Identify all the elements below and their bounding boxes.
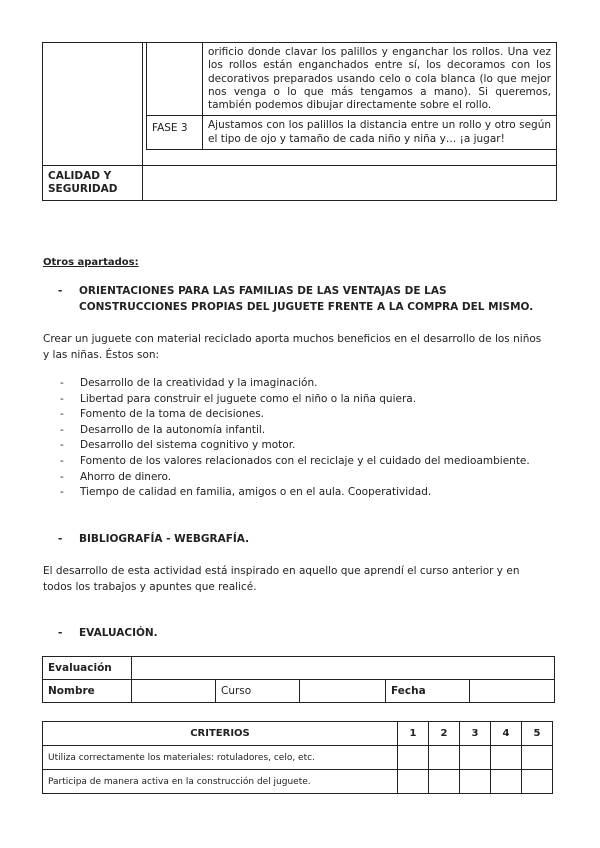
benefits-list bbox=[58, 376, 530, 501]
bibliography-dash: - bbox=[58, 533, 63, 545]
activity-phases-table bbox=[42, 42, 557, 201]
phases-inner-table bbox=[146, 43, 556, 150]
score-cell[interactable] bbox=[491, 770, 522, 794]
bibliography-heading bbox=[58, 531, 249, 547]
name-label: Nombre bbox=[43, 680, 132, 703]
scale-2: 2 bbox=[429, 722, 460, 746]
guidance-heading-line2: CONSTRUCCIONES PROPIAS DEL JUGUETE FRENTE A LA COMPRA DEL MISMO. bbox=[79, 301, 534, 313]
list-item: - Fomento de los valores relacionados con el reciclaje y el cuidado del medioambiente. bbox=[58, 454, 530, 470]
safety-label-line1: CALIDAD Y bbox=[48, 170, 112, 183]
scale-4: 4 bbox=[491, 722, 522, 746]
scale-5: 5 bbox=[522, 722, 553, 746]
score-cell[interactable] bbox=[398, 746, 429, 770]
list-item: - Desarrollo del sistema cognitivo y motor. bbox=[58, 438, 530, 454]
guidance-heading bbox=[58, 283, 548, 315]
score-cell[interactable] bbox=[491, 746, 522, 770]
list-item: - Libertad para construir el juguete como el niño o la niña quiera. bbox=[58, 392, 530, 408]
list-item: - Desarrollo de la autonomía infantil. bbox=[58, 423, 530, 439]
guidance-heading-line1: ORIENTACIONES PARA LAS FAMILIAS DE LAS VENTAJAS DE LAS bbox=[79, 285, 447, 297]
table-row bbox=[43, 770, 553, 794]
bibliography-text: El desarrollo de esta actividad está inspirado en aquello que aprendí el curso anterior y en todos los trabajos y apuntes que realicé. bbox=[43, 565, 520, 593]
score-cell[interactable] bbox=[522, 770, 553, 794]
name-field[interactable] bbox=[132, 680, 216, 703]
phase-3-text: Ajustamos con los palillos la distancia entre un rollo y otro según el tipo de ojo y tamaño de cada niño y niña y… ¡a jugar! bbox=[203, 116, 557, 150]
list-item: - Tiempo de calidad en familia, amigos o en el aula. Cooperatividad. bbox=[58, 485, 530, 501]
score-cell[interactable] bbox=[429, 746, 460, 770]
phase-2-text: orificio donde clavar los palillos y enganchar los rollos. Una vez los rollos están enganchados entre sí, los decoramos con los decorativos preparados usando celo o cola blanca (lo que mejor nos venga o lo que más tengamos a mano). Si queremos, también podemos dibujar directamente sobre el rollo. bbox=[203, 43, 557, 116]
score-cell[interactable] bbox=[522, 746, 553, 770]
safety-label-line2: SEGURIDAD bbox=[48, 183, 118, 196]
list-item: - Fomento de la toma de decisiones. bbox=[58, 407, 530, 423]
other-sections-title: Otros apartados: bbox=[43, 257, 139, 268]
evaluation-heading bbox=[58, 625, 158, 641]
evaluation-label: Evaluación bbox=[43, 657, 132, 680]
bibliography-heading-text: BIBLIOGRAFÍA - WEBGRAFÍA. bbox=[79, 533, 250, 545]
score-cell[interactable] bbox=[460, 746, 491, 770]
list-item: - Desarrollo de la creatividad y la imaginación. bbox=[58, 376, 530, 392]
list-item: - Ahorro de dinero. bbox=[58, 470, 530, 486]
guidance-dash: - bbox=[58, 285, 63, 297]
course-field[interactable] bbox=[300, 680, 386, 703]
criterion-text: Participa de manera activa en la construcción del juguete. bbox=[43, 770, 398, 794]
scale-3: 3 bbox=[460, 722, 491, 746]
criteria-table bbox=[42, 721, 553, 794]
evaluation-table bbox=[42, 656, 555, 703]
phase-3-label: FASE 3 bbox=[147, 116, 203, 150]
date-field[interactable] bbox=[470, 680, 555, 703]
criteria-header: CRITERIOS bbox=[43, 722, 398, 746]
safety-label bbox=[43, 166, 143, 201]
evaluation-field[interactable] bbox=[132, 657, 555, 680]
guidance-intro: Crear un juguete con material reciclado aporta muchos beneficios en el desarrollo de los niños y las niñas. Éstos son: bbox=[43, 333, 542, 361]
empty-label-cell bbox=[43, 43, 143, 166]
safety-content bbox=[143, 166, 557, 201]
evaluation-heading-text: EVALUACIÓN. bbox=[79, 627, 158, 639]
scale-1: 1 bbox=[398, 722, 429, 746]
score-cell[interactable] bbox=[398, 770, 429, 794]
evaluation-dash: - bbox=[58, 627, 63, 639]
course-label: Curso bbox=[216, 680, 300, 703]
score-cell[interactable] bbox=[429, 770, 460, 794]
date-label: Fecha bbox=[386, 680, 470, 703]
score-cell[interactable] bbox=[460, 770, 491, 794]
phases-cell bbox=[143, 43, 557, 166]
criterion-text: Utiliza correctamente los materiales: rotuladores, celo, etc. bbox=[43, 746, 398, 770]
phase-2-label bbox=[147, 43, 203, 116]
table-row bbox=[43, 746, 553, 770]
